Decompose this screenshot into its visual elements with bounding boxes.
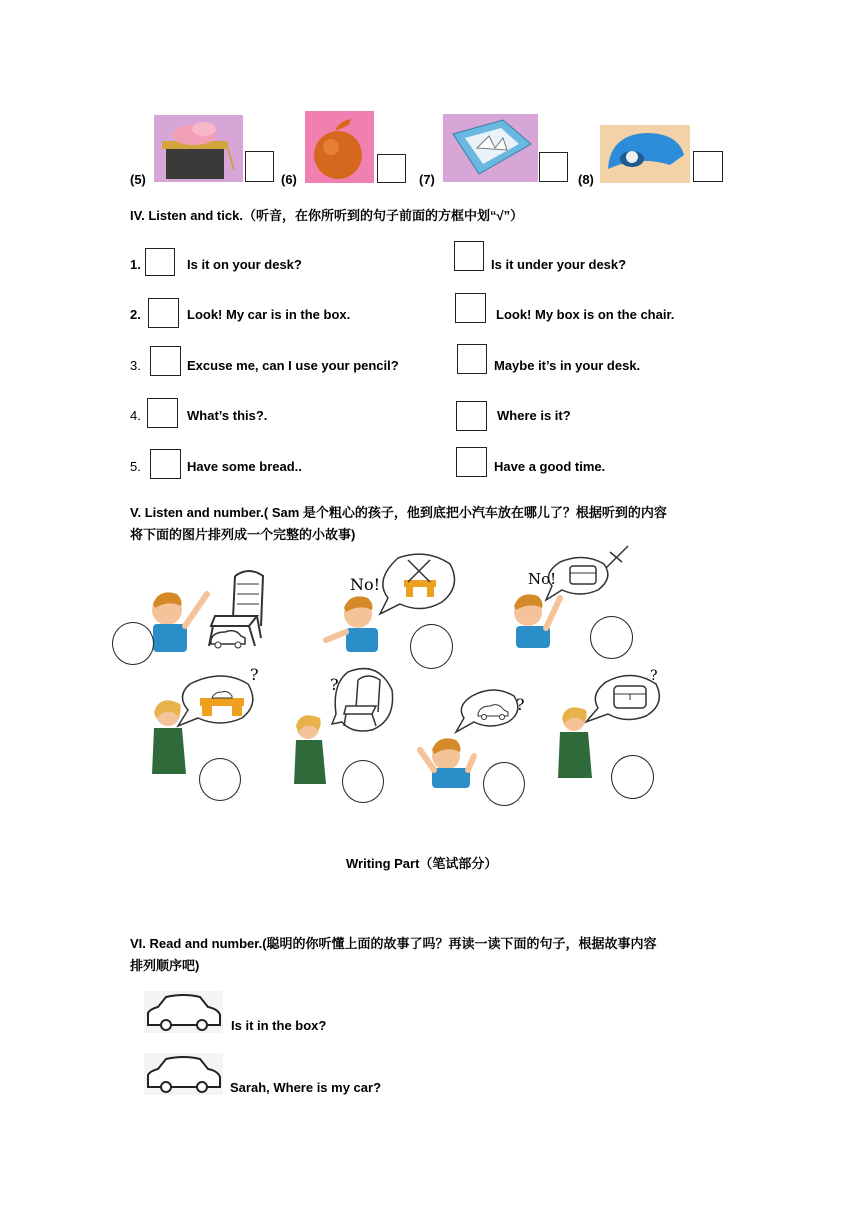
item-label-7: (7) [419, 172, 435, 187]
number-circle-7[interactable] [611, 755, 654, 799]
sentence-vi-1: Is it in the box? [231, 1018, 327, 1033]
row-number: 1. [130, 257, 141, 272]
tick-box-1a[interactable] [145, 248, 175, 276]
number-circle-3[interactable] [590, 616, 633, 659]
tick-box-5a[interactable] [150, 449, 181, 479]
question-mark: ? [330, 675, 339, 694]
number-circle-6[interactable] [483, 762, 525, 806]
row-number: 4. [130, 408, 141, 423]
tick-box-4a[interactable] [147, 398, 178, 428]
car-number-frame-1[interactable] [144, 991, 223, 1033]
section-iv-heading: IV. Listen and tick.（听音，在你所听到的句子前面的方框中划“√”） [130, 208, 524, 223]
story-panel-boy-desk-no [322, 552, 482, 662]
sentence-1b: Is it under your desk? [491, 257, 627, 272]
tick-box-2a[interactable] [148, 298, 179, 328]
section-vi-heading-line1: VI. Read and number.(聪明的你听懂上面的故事了吗？再读一读下面的句子，根据故事内容 [130, 936, 657, 951]
tick-box-5b[interactable] [456, 447, 487, 477]
answer-box-6[interactable] [377, 154, 406, 183]
number-circle-2[interactable] [410, 624, 453, 669]
tick-box-3b[interactable] [457, 344, 487, 374]
sentence-2b: Look! My box is on the chair. [496, 307, 675, 322]
bag-picture [305, 111, 374, 183]
answer-box-8[interactable] [693, 151, 723, 182]
sentence-4a: What’s this?. [187, 408, 268, 423]
car-number-frame-2[interactable] [144, 1053, 223, 1095]
sentence-vi-2: Sarah, Where is my car? [230, 1080, 382, 1095]
writing-part-title: Writing Part（笔试部分） [346, 856, 498, 871]
row-number: 3. [130, 358, 141, 373]
sentence-3b: Maybe it’s in your desk. [494, 358, 641, 373]
cap-with-cat-picture [600, 125, 690, 183]
sentence-1a: Is it on your desk? [187, 257, 302, 272]
tick-box-1b[interactable] [454, 241, 484, 271]
section-v-heading-line1: V. Listen and number.( Sam 是个粗心的孩子，他到底把小汽车放在哪儿了？根据听到的内容 [130, 505, 667, 520]
number-circle-5[interactable] [342, 760, 384, 803]
tick-box-4b[interactable] [456, 401, 487, 431]
answer-box-7[interactable] [539, 152, 568, 182]
question-mark: ? [516, 695, 525, 714]
tick-box-3a[interactable] [150, 346, 181, 376]
car-outline-icon [144, 1053, 223, 1095]
sentence-5b: Have a good time. [494, 459, 606, 474]
sentence-3a: Excuse me, can I use your pencil? [187, 358, 399, 373]
desk-with-clothes-picture [154, 115, 243, 182]
number-circle-4[interactable] [199, 758, 241, 801]
bubble-no-text: No! [350, 575, 381, 594]
item-label-6: (6) [281, 172, 297, 187]
story-panel-boy-chair [145, 566, 305, 666]
row-number: 2. [130, 307, 141, 322]
tick-box-2b[interactable] [455, 293, 486, 323]
sentence-5a: Have some bread.. [187, 459, 302, 474]
sentence-2a: Look! My car is in the box. [187, 307, 351, 322]
question-mark: ? [250, 665, 259, 684]
number-circle-1[interactable] [112, 622, 154, 665]
section-v-heading-line2: 将下面的图片排列成一个完整的小故事) [130, 527, 356, 542]
row-number: 5. [130, 459, 141, 474]
sentence-4b: Where is it? [497, 408, 571, 423]
answer-box-5[interactable] [245, 151, 274, 182]
car-outline-icon [144, 991, 223, 1033]
box-picture [443, 114, 538, 182]
question-mark: ? [650, 668, 658, 684]
story-panel-boy-car [414, 680, 544, 790]
item-label-8: (8) [578, 172, 594, 187]
item-label-5: (5) [130, 172, 146, 187]
bubble-no-text: No! [528, 570, 557, 588]
section-vi-heading-line2: 排列顺序吧) [130, 958, 200, 973]
